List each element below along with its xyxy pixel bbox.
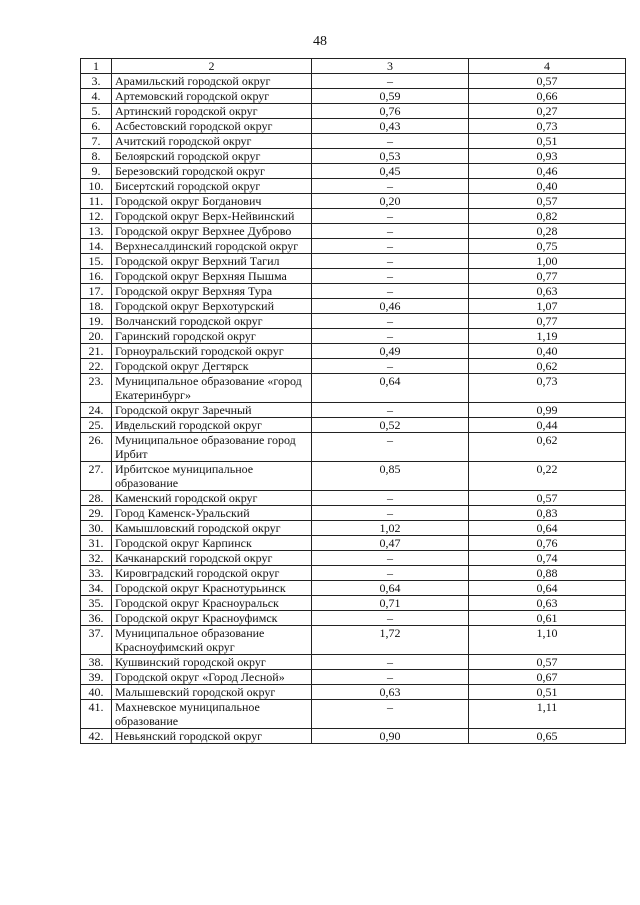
row-number: 25.: [81, 418, 112, 433]
row-name: Городской округ Верхнее Дуброво: [112, 224, 312, 239]
row-value-4: 0,64: [469, 581, 626, 596]
row-name: Камышловский городской округ: [112, 521, 312, 536]
row-number: 40.: [81, 685, 112, 700]
row-number: 42.: [81, 729, 112, 744]
row-number: 29.: [81, 506, 112, 521]
table-row: [81, 626, 626, 655]
row-name: Ачитский городской округ: [112, 134, 312, 149]
row-name: Городской округ Красноуральск: [112, 596, 312, 611]
row-value-3: –: [312, 254, 469, 269]
row-number: 27.: [81, 462, 112, 491]
row-name: Городской округ Карпинск: [112, 536, 312, 551]
table-row: [81, 254, 626, 269]
row-value-3: –: [312, 269, 469, 284]
row-name: Городской округ Краснотурьинск: [112, 581, 312, 596]
row-value-3: 0,49: [312, 344, 469, 359]
row-name: Невьянский городской округ: [112, 729, 312, 744]
row-name: Березовский городской округ: [112, 164, 312, 179]
header-col-2: 2: [112, 59, 312, 74]
row-value-4: 1,11: [469, 700, 626, 729]
row-number: 18.: [81, 299, 112, 314]
row-number: 34.: [81, 581, 112, 596]
row-value-4: 1,07: [469, 299, 626, 314]
row-value-4: 0,83: [469, 506, 626, 521]
row-value-4: 1,00: [469, 254, 626, 269]
row-value-4: 0,57: [469, 74, 626, 89]
row-value-4: 0,46: [469, 164, 626, 179]
row-value-4: 0,63: [469, 596, 626, 611]
data-table: [80, 58, 626, 744]
header-row: [81, 59, 626, 74]
row-value-3: 0,45: [312, 164, 469, 179]
row-name: Городской округ Верхний Тагил: [112, 254, 312, 269]
row-name: Городской округ Верх-Нейвинский: [112, 209, 312, 224]
row-value-3: –: [312, 491, 469, 506]
row-value-3: 0,76: [312, 104, 469, 119]
row-value-3: –: [312, 209, 469, 224]
row-value-3: –: [312, 670, 469, 685]
row-number: 4.: [81, 89, 112, 104]
row-value-4: 0,77: [469, 269, 626, 284]
row-value-4: 0,22: [469, 462, 626, 491]
row-value-3: –: [312, 224, 469, 239]
row-number: 37.: [81, 626, 112, 655]
row-value-3: 0,85: [312, 462, 469, 491]
row-number: 31.: [81, 536, 112, 551]
row-value-4: 0,40: [469, 179, 626, 194]
row-value-4: 0,57: [469, 655, 626, 670]
table-row: [81, 104, 626, 119]
table-row: [81, 74, 626, 89]
row-name: Городской округ Заречный: [112, 403, 312, 418]
row-name: Ирбитское муниципальное образование: [112, 462, 312, 491]
table-row: [81, 119, 626, 134]
row-value-4: 0,99: [469, 403, 626, 418]
table-row: [81, 433, 626, 462]
row-value-3: 0,63: [312, 685, 469, 700]
row-value-4: 0,62: [469, 433, 626, 462]
row-number: 13.: [81, 224, 112, 239]
row-name: Малышевский городской округ: [112, 685, 312, 700]
row-number: 15.: [81, 254, 112, 269]
row-name: Городской округ Богданович: [112, 194, 312, 209]
row-value-3: –: [312, 284, 469, 299]
row-name: Качканарский городской округ: [112, 551, 312, 566]
row-name: Гаринский городской округ: [112, 329, 312, 344]
row-number: 36.: [81, 611, 112, 626]
row-value-4: 0,40: [469, 344, 626, 359]
table-row: [81, 344, 626, 359]
page-number: 48: [313, 34, 327, 49]
row-number: 28.: [81, 491, 112, 506]
header-col-4: 4: [469, 59, 626, 74]
row-value-4: 0,75: [469, 239, 626, 254]
header-col-3: 3: [312, 59, 469, 74]
row-name: Бисертский городской округ: [112, 179, 312, 194]
table-row: [81, 314, 626, 329]
row-value-4: 0,74: [469, 551, 626, 566]
row-value-4: 0,73: [469, 119, 626, 134]
row-name: Каменский городской округ: [112, 491, 312, 506]
table-row: [81, 149, 626, 164]
row-name: Муниципальное образование Красноуфимский округ: [112, 626, 312, 655]
row-name: Городской округ Верхняя Тура: [112, 284, 312, 299]
row-value-4: 0,44: [469, 418, 626, 433]
table-row: [81, 89, 626, 104]
row-name: Муниципальное образование «город Екатеринбург»: [112, 374, 312, 403]
row-number: 22.: [81, 359, 112, 374]
row-number: 12.: [81, 209, 112, 224]
row-value-3: –: [312, 359, 469, 374]
row-number: 39.: [81, 670, 112, 685]
row-number: 20.: [81, 329, 112, 344]
table-row: [81, 299, 626, 314]
row-name: Артинский городской округ: [112, 104, 312, 119]
table-row: [81, 418, 626, 433]
row-value-3: –: [312, 700, 469, 729]
table-row: [81, 521, 626, 536]
row-value-3: –: [312, 74, 469, 89]
table-row: [81, 284, 626, 299]
row-value-3: –: [312, 134, 469, 149]
row-name: Махневское муниципальное образование: [112, 700, 312, 729]
row-number: 17.: [81, 284, 112, 299]
table-row: [81, 239, 626, 254]
table-row: [81, 403, 626, 418]
row-value-3: –: [312, 239, 469, 254]
row-number: 8.: [81, 149, 112, 164]
row-value-3: 0,20: [312, 194, 469, 209]
table-row: [81, 536, 626, 551]
row-value-4: 0,66: [469, 89, 626, 104]
row-number: 16.: [81, 269, 112, 284]
row-name: Горноуральский городской округ: [112, 344, 312, 359]
row-name: Городской округ Красноуфимск: [112, 611, 312, 626]
row-value-3: –: [312, 314, 469, 329]
row-value-3: 0,52: [312, 418, 469, 433]
row-value-3: –: [312, 506, 469, 521]
table-row: [81, 700, 626, 729]
row-number: 35.: [81, 596, 112, 611]
table-row: [81, 224, 626, 239]
row-value-3: 0,59: [312, 89, 469, 104]
table-row: [81, 655, 626, 670]
row-number: 10.: [81, 179, 112, 194]
row-value-4: 0,63: [469, 284, 626, 299]
row-value-3: 0,64: [312, 581, 469, 596]
table-row: [81, 551, 626, 566]
row-name: Асбестовский городской округ: [112, 119, 312, 134]
row-number: 21.: [81, 344, 112, 359]
row-value-4: 0,82: [469, 209, 626, 224]
row-value-3: 0,43: [312, 119, 469, 134]
row-number: 41.: [81, 700, 112, 729]
row-number: 7.: [81, 134, 112, 149]
row-number: 6.: [81, 119, 112, 134]
row-number: 32.: [81, 551, 112, 566]
row-value-4: 0,65: [469, 729, 626, 744]
row-name: Волчанский городской округ: [112, 314, 312, 329]
table-row: [81, 164, 626, 179]
row-number: 38.: [81, 655, 112, 670]
row-number: 23.: [81, 374, 112, 403]
table-header: [81, 59, 626, 74]
row-value-3: 0,46: [312, 299, 469, 314]
row-value-3: 1,02: [312, 521, 469, 536]
row-value-4: 0,73: [469, 374, 626, 403]
row-value-3: –: [312, 179, 469, 194]
table-row: [81, 506, 626, 521]
row-number: 11.: [81, 194, 112, 209]
table-row: [81, 729, 626, 744]
row-value-3: –: [312, 611, 469, 626]
row-name: Ивдельский городской округ: [112, 418, 312, 433]
row-number: 24.: [81, 403, 112, 418]
table-row: [81, 209, 626, 224]
table-body: [81, 74, 626, 744]
table-row: [81, 611, 626, 626]
row-value-4: 0,64: [469, 521, 626, 536]
row-name: Город Каменск-Уральский: [112, 506, 312, 521]
row-name: Белоярский городской округ: [112, 149, 312, 164]
table-row: [81, 670, 626, 685]
row-number: 3.: [81, 74, 112, 89]
row-value-4: 0,57: [469, 491, 626, 506]
row-value-3: –: [312, 551, 469, 566]
row-value-4: 0,28: [469, 224, 626, 239]
row-value-4: 0,27: [469, 104, 626, 119]
row-value-4: 0,77: [469, 314, 626, 329]
row-value-4: 0,93: [469, 149, 626, 164]
row-value-3: 0,53: [312, 149, 469, 164]
table-row: [81, 462, 626, 491]
row-name: Артемовский городской округ: [112, 89, 312, 104]
row-value-3: –: [312, 566, 469, 581]
row-value-3: –: [312, 329, 469, 344]
row-number: 26.: [81, 433, 112, 462]
row-name: Арамильский городской округ: [112, 74, 312, 89]
table-row: [81, 179, 626, 194]
row-value-4: 1,19: [469, 329, 626, 344]
row-value-3: –: [312, 655, 469, 670]
row-value-4: 0,67: [469, 670, 626, 685]
row-value-3: –: [312, 403, 469, 418]
row-name: Городской округ Дегтярск: [112, 359, 312, 374]
row-name: Городской округ «Город Лесной»: [112, 670, 312, 685]
row-value-4: 0,57: [469, 194, 626, 209]
row-name: Городской округ Верхняя Пышма: [112, 269, 312, 284]
row-value-4: 0,51: [469, 134, 626, 149]
row-value-4: 0,51: [469, 685, 626, 700]
table-row: [81, 329, 626, 344]
table-row: [81, 685, 626, 700]
row-name: Муниципальное образование город Ирбит: [112, 433, 312, 462]
table-row: [81, 359, 626, 374]
row-value-4: 0,61: [469, 611, 626, 626]
table-row: [81, 596, 626, 611]
row-value-3: –: [312, 433, 469, 462]
row-value-3: 1,72: [312, 626, 469, 655]
table-row: [81, 374, 626, 403]
row-value-3: 0,71: [312, 596, 469, 611]
table-row: [81, 491, 626, 506]
table-row: [81, 566, 626, 581]
row-value-4: 0,62: [469, 359, 626, 374]
row-value-4: 0,76: [469, 536, 626, 551]
row-value-4: 0,88: [469, 566, 626, 581]
row-number: 14.: [81, 239, 112, 254]
row-value-3: 0,64: [312, 374, 469, 403]
row-value-3: 0,90: [312, 729, 469, 744]
row-value-4: 1,10: [469, 626, 626, 655]
header-col-1: 1: [81, 59, 112, 74]
row-name: Городской округ Верхотурский: [112, 299, 312, 314]
row-number: 33.: [81, 566, 112, 581]
table-row: [81, 269, 626, 284]
row-name: Кировградский городской округ: [112, 566, 312, 581]
row-number: 5.: [81, 104, 112, 119]
row-number: 19.: [81, 314, 112, 329]
row-number: 9.: [81, 164, 112, 179]
row-name: Верхнесалдинский городской округ: [112, 239, 312, 254]
table-row: [81, 134, 626, 149]
table-row: [81, 194, 626, 209]
row-name: Кушвинский городской округ: [112, 655, 312, 670]
table-row: [81, 581, 626, 596]
row-value-3: 0,47: [312, 536, 469, 551]
row-number: 30.: [81, 521, 112, 536]
